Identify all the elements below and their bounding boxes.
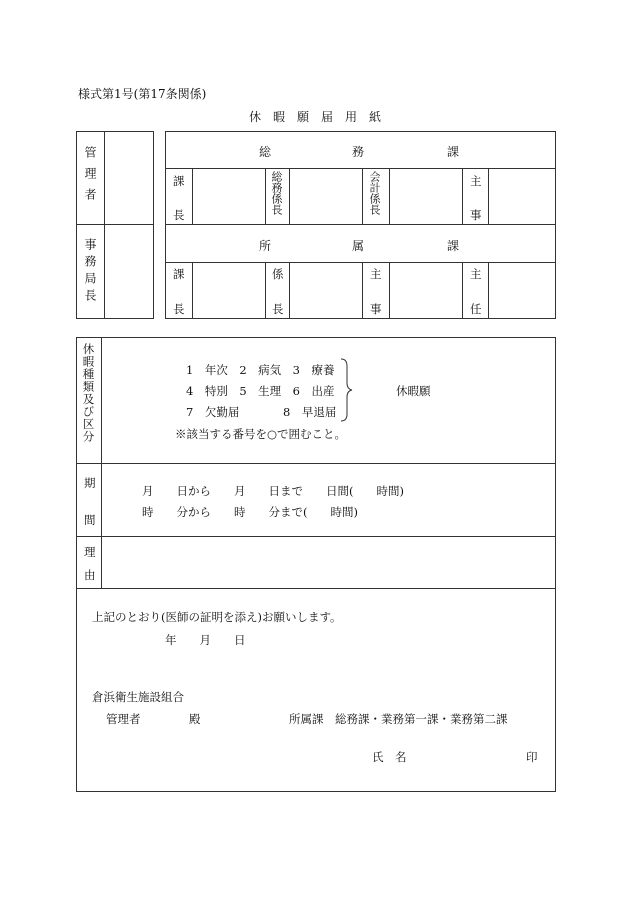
ga-seal-4[interactable] xyxy=(490,170,555,223)
general-affairs-char-1: 総 xyxy=(259,145,272,159)
applicant-name-input[interactable] xyxy=(412,746,522,764)
af-role-4-bottom: 任 xyxy=(470,302,482,316)
seal-mark: 印 xyxy=(526,750,538,764)
leave-options-row-2[interactable]: 4 特別 5 生理 6 出産 xyxy=(186,384,335,398)
ga-role-1-top: 課 xyxy=(173,174,185,188)
organization-name: 倉浜衛生施設組合 xyxy=(92,690,184,704)
department-options[interactable]: 所属課 総務課・業務第一課・業務第二課 xyxy=(289,712,508,726)
ga-role-4-bottom: 事 xyxy=(470,208,482,222)
ga-seal-1[interactable] xyxy=(194,170,264,223)
af-seal-2[interactable] xyxy=(291,264,361,318)
af-seal-1[interactable] xyxy=(194,264,264,318)
leave-options-row-1[interactable]: 1 年次 2 病気 3 療養 xyxy=(186,363,335,377)
form-number: 様式第1号(第17条関係) xyxy=(78,87,207,101)
ga-role-1-bottom: 長 xyxy=(173,208,185,222)
period-label-char-2: 間 xyxy=(84,513,96,527)
leave-note: ※該当する番号を○で囲むこと。 xyxy=(175,427,347,441)
af-role-2-bottom: 長 xyxy=(272,302,284,316)
leave-options-row-3b[interactable]: 8 早退届 xyxy=(283,405,337,419)
affiliated-char-2: 属 xyxy=(352,239,365,253)
ga-role-3-vertical: 会計係長 xyxy=(368,171,381,215)
ga-role-4-top: 主 xyxy=(470,174,482,188)
ga-role-2-vertical: 総務係長 xyxy=(270,171,283,215)
manager-seal-field[interactable] xyxy=(106,133,152,223)
reason-input[interactable] xyxy=(104,539,554,586)
manager-label: 管理者 xyxy=(83,146,97,209)
af-role-3-bottom: 事 xyxy=(370,302,382,316)
af-role-4-top: 主 xyxy=(470,267,482,281)
period-time-line[interactable]: 時 分から 時 分まで( 時間) xyxy=(142,505,358,519)
af-role-3-top: 主 xyxy=(370,267,382,281)
director-seal-field[interactable] xyxy=(106,226,152,317)
af-role-1-top: 課 xyxy=(173,267,185,281)
ga-seal-2[interactable] xyxy=(291,170,361,223)
af-seal-3[interactable] xyxy=(391,264,461,318)
reason-label-char-2: 由 xyxy=(84,568,96,582)
period-label-char-1: 期 xyxy=(84,476,96,490)
director-label: 事務局長 xyxy=(83,238,97,306)
form-title: 休 暇 願 届 用 紙 xyxy=(248,110,381,124)
leave-options-row-3a[interactable]: 7 欠勤届 xyxy=(186,405,240,419)
ga-seal-3[interactable] xyxy=(391,170,461,223)
general-affairs-char-3: 課 xyxy=(447,145,460,159)
general-affairs-char-2: 務 xyxy=(352,145,365,159)
af-role-2-top: 係 xyxy=(272,267,284,281)
reason-label-char-1: 理 xyxy=(84,545,96,559)
af-role-1-bottom: 長 xyxy=(173,302,185,316)
affiliated-char-3: 課 xyxy=(447,239,460,253)
leave-type-label: 休暇種類及び区分 xyxy=(81,343,96,443)
addressee: 管理者 xyxy=(106,712,141,726)
leave-request-label: 休暇願 xyxy=(396,384,431,398)
applicant-name-label: 氏 名 xyxy=(372,750,407,764)
period-date-line[interactable]: 月 日から 月 日まで 日間( 時間) xyxy=(142,484,404,498)
affiliated-char-1: 所 xyxy=(259,239,272,253)
brace-icon xyxy=(338,358,354,422)
honorific: 殿 xyxy=(189,712,201,726)
request-statement: 上記のとおり(医師の証明を添え)お願いします。 xyxy=(92,610,342,624)
af-seal-4[interactable] xyxy=(490,264,555,318)
request-date[interactable]: 年 月 日 xyxy=(165,633,246,647)
